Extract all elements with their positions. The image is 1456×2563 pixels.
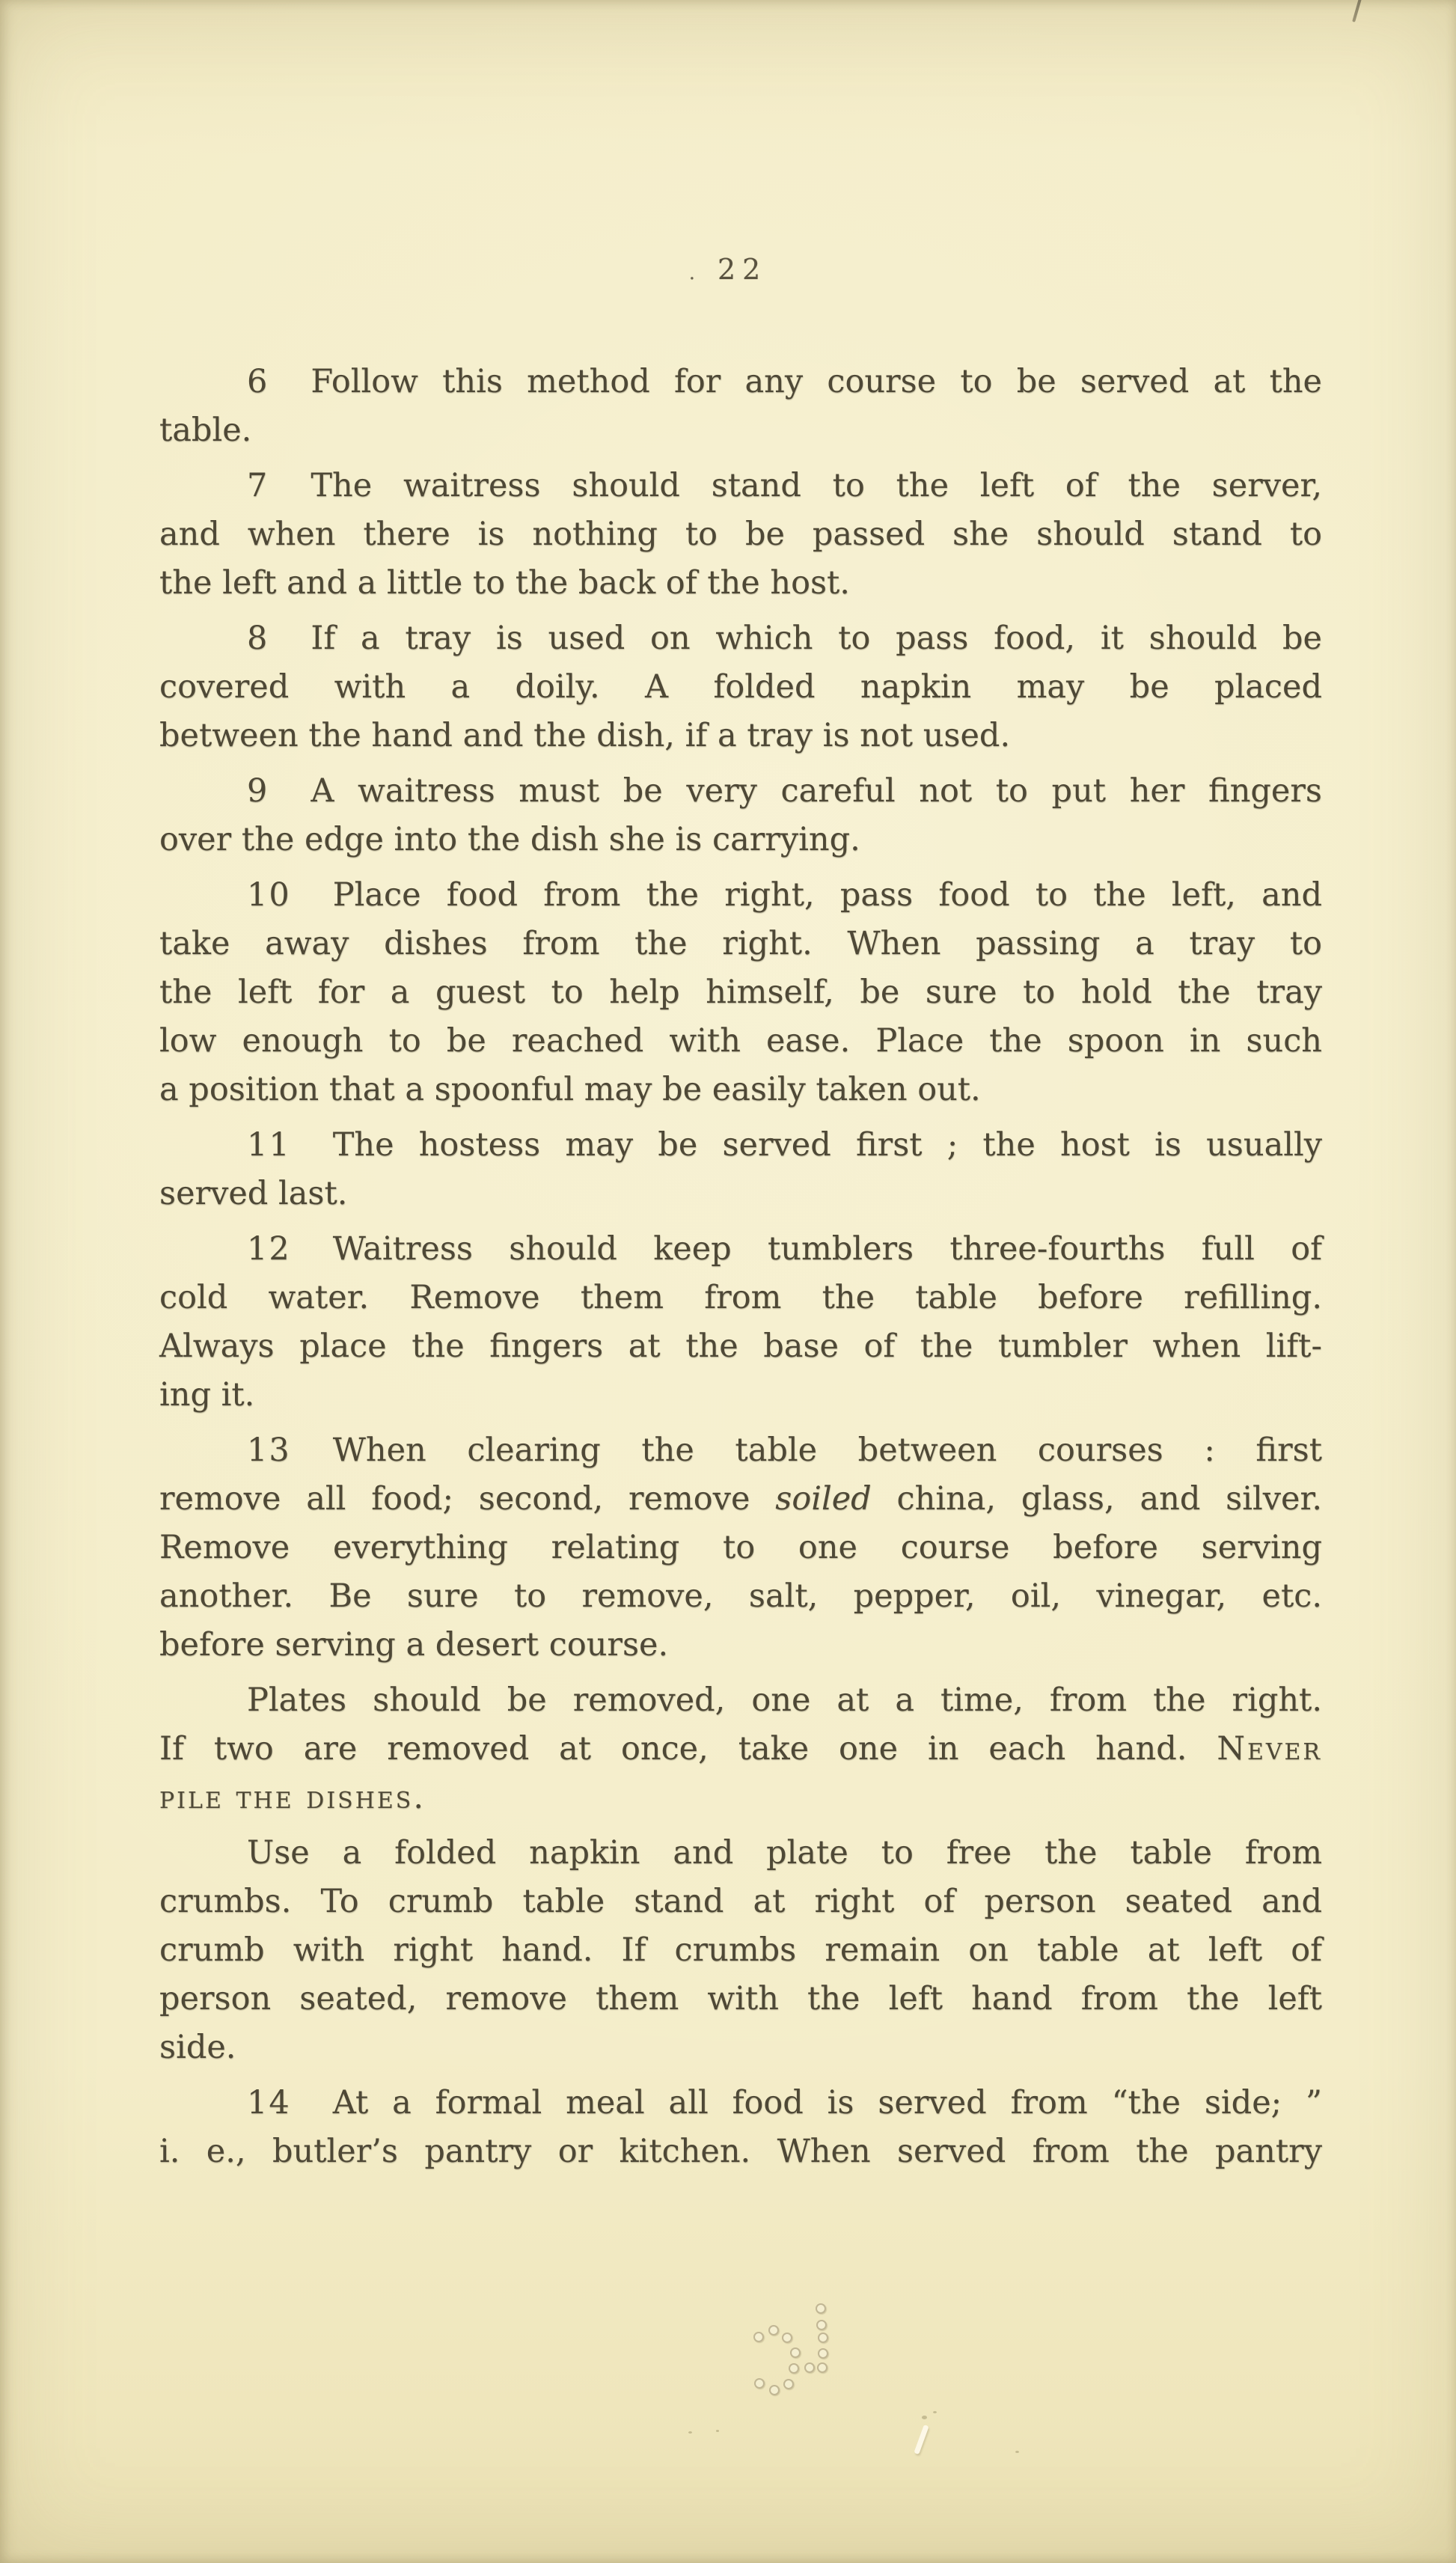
text-segment: If a tray is used on which to pass food, it should be xyxy=(311,620,1322,657)
perforation-mark xyxy=(818,2348,828,2359)
text-segment: If two are removed at once, take one in each hand. xyxy=(159,1730,1217,1768)
text-segment: A waitress must be very careful not to put her fingers xyxy=(311,772,1322,810)
perforation-mark xyxy=(769,2385,780,2395)
perforation-mark xyxy=(816,2303,826,2314)
text-segment: served last. xyxy=(159,1175,348,1212)
text-segment: Plates should be removed, one at a time, from the right. xyxy=(247,1681,1322,1719)
text-segment: between the hand and the dish, if a tray is not used. xyxy=(159,717,1011,754)
text-segment: i. e., butler’s pantry or kitchen. When served from the pantry xyxy=(159,2133,1322,2170)
text-line xyxy=(159,1975,1322,2023)
paragraph-number: 8 xyxy=(247,620,269,657)
perforation-mark xyxy=(804,2362,815,2373)
text-line xyxy=(159,1121,1322,1170)
text-segment: and when there is nothing to be passed she should stand to xyxy=(159,516,1322,553)
text-line xyxy=(159,510,1322,559)
paragraph xyxy=(159,1225,1322,1420)
text-line xyxy=(159,1475,1322,1524)
text-line xyxy=(159,1878,1322,1926)
paper-scratch xyxy=(914,2425,929,2454)
text-segment: side. xyxy=(159,2029,236,2066)
text-segment: remove all food; second, remove xyxy=(159,1480,776,1518)
pen-mark xyxy=(1352,0,1362,22)
paragraph xyxy=(159,462,1322,608)
text-segment: covered with a doily. A folded napkin may be placed xyxy=(159,668,1322,706)
text-line xyxy=(159,712,1322,760)
paper-speck xyxy=(933,2411,937,2413)
text-segment: At a formal meal all food is served from “the side; ” xyxy=(332,2084,1322,2121)
text-line xyxy=(159,1725,1322,1774)
text-segment: china, glass, and silver. xyxy=(871,1480,1322,1518)
text-block xyxy=(159,358,1322,2183)
text-line xyxy=(159,358,1322,406)
text-line xyxy=(159,1017,1322,1066)
text-segment: Waitress should keep tumblers three-fourths full of xyxy=(332,1230,1322,1268)
text-line xyxy=(159,1829,1322,1878)
text-line xyxy=(159,1066,1322,1114)
perforation-mark xyxy=(790,2347,801,2358)
perforation-mark xyxy=(782,2333,792,2343)
text-segment: another. Be sure to remove, salt, pepper, oil, vinegar, etc. xyxy=(159,1577,1322,1615)
text-line xyxy=(159,871,1322,920)
paragraph xyxy=(159,614,1322,760)
text-segment: a position that a spoonful may be easily taken out. xyxy=(159,1071,981,1108)
text-segment: before serving a desert course. xyxy=(159,1626,669,1664)
text-segment: Always place the fingers at the base of the tumbler when lift- xyxy=(159,1328,1322,1365)
paragraph-number: 13 xyxy=(247,1432,291,1469)
text-line xyxy=(159,968,1322,1017)
page-number-dot: . xyxy=(688,262,695,284)
perforation-mark xyxy=(768,2325,779,2336)
text-line xyxy=(159,2079,1322,2127)
page-header xyxy=(0,253,1456,286)
text-line xyxy=(159,1371,1322,1420)
text-segment: low enough to be reached with ease. Place the spoon in such xyxy=(159,1022,1322,1060)
text-segment: soiled xyxy=(775,1480,872,1518)
text-segment: pile the dishes. xyxy=(159,1779,426,1816)
paragraph xyxy=(159,1121,1322,1218)
perforation-mark xyxy=(817,2362,828,2373)
text-segment: crumb with right hand. If crumbs remain on table at left of xyxy=(159,1931,1322,1969)
text-line xyxy=(159,462,1322,510)
text-line xyxy=(159,1426,1322,1475)
text-line xyxy=(159,1572,1322,1621)
text-line xyxy=(159,1524,1322,1572)
text-segment: cold water. Remove them from the table before refilling. xyxy=(159,1279,1322,1316)
paragraph xyxy=(159,871,1322,1114)
text-line xyxy=(159,1170,1322,1218)
text-segment: The hostess may be served first ; the host is usually xyxy=(332,1126,1322,1164)
perforation-mark xyxy=(753,2332,764,2342)
paragraph xyxy=(159,767,1322,864)
text-line xyxy=(159,1322,1322,1371)
text-line xyxy=(159,2127,1322,2176)
text-segment: ing it. xyxy=(159,1376,255,1414)
page-number: 22 xyxy=(717,253,768,286)
text-line xyxy=(159,1274,1322,1322)
text-segment: person seated, remove them with the left hand from the left xyxy=(159,1980,1322,2017)
paragraph-number: 6 xyxy=(247,363,269,400)
text-line xyxy=(159,767,1322,816)
text-line xyxy=(159,406,1322,455)
text-line xyxy=(159,1926,1322,1975)
text-line xyxy=(159,559,1322,608)
paragraph xyxy=(159,2079,1322,2176)
perforation-mark xyxy=(783,2379,794,2389)
text-segment: Use a folded napkin and plate to free the table from xyxy=(247,1834,1322,1872)
text-segment: Remove everything relating to one course before serving xyxy=(159,1529,1322,1566)
text-line xyxy=(159,1676,1322,1725)
text-line xyxy=(159,1225,1322,1274)
paragraph-number: 14 xyxy=(247,2084,291,2121)
paragraph-number: 7 xyxy=(247,467,269,504)
text-segment: Follow this method for any course to be served at the xyxy=(311,363,1322,400)
text-segment: crumbs. To crumb table stand at right of person seated and xyxy=(159,1883,1322,1920)
text-segment: When clearing the table between courses : first xyxy=(332,1432,1322,1469)
text-line xyxy=(159,663,1322,712)
paragraph-number: 11 xyxy=(247,1126,291,1164)
perforation-mark xyxy=(754,2378,765,2389)
text-segment: over the edge into the dish she is carrying. xyxy=(159,821,860,858)
text-segment: Never xyxy=(1217,1730,1322,1768)
text-line xyxy=(159,614,1322,663)
perforation-mark xyxy=(816,2320,827,2330)
text-segment: The waitress should stand to the left of the server, xyxy=(311,467,1322,504)
text-segment: take away dishes from the right. When passing a tray to xyxy=(159,925,1322,962)
perforation-mark xyxy=(789,2363,799,2374)
text-segment: Place food from the right, pass food to the left, and xyxy=(332,876,1322,914)
text-segment: table. xyxy=(159,412,252,449)
paragraph xyxy=(159,1426,1322,1670)
paragraph-number: 10 xyxy=(247,876,291,914)
perforation-mark xyxy=(818,2333,828,2343)
paragraph xyxy=(159,358,1322,455)
paragraph-number: 12 xyxy=(247,1230,291,1268)
text-line xyxy=(159,1774,1322,1822)
text-line xyxy=(159,920,1322,968)
text-segment: the left and a little to the back of the host. xyxy=(159,564,850,602)
paper-speck xyxy=(688,2431,692,2434)
text-line xyxy=(159,816,1322,864)
text-segment: the left for a guest to help himself, be sure to hold the tray xyxy=(159,974,1322,1011)
paragraph xyxy=(159,1829,1322,2072)
paper-speck xyxy=(922,2416,927,2419)
paragraph-number: 9 xyxy=(247,772,269,810)
paper-speck xyxy=(716,2430,719,2432)
paper-speck xyxy=(1015,2451,1019,2453)
text-line xyxy=(159,2023,1322,2072)
text-line xyxy=(159,1621,1322,1670)
paragraph xyxy=(159,1676,1322,1822)
